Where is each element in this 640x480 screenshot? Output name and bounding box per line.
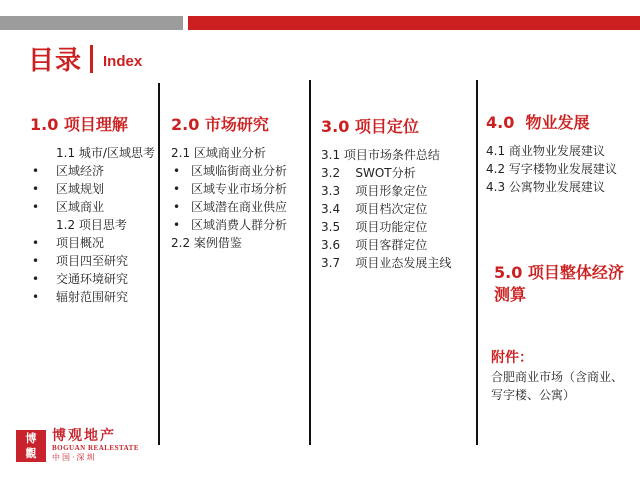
column-divider-2 [309, 80, 311, 445]
list-item: • 区域潜在商业供应 [173, 200, 288, 214]
list-item: 3.6 项目客群定位 [321, 238, 428, 252]
header-gray-bar [0, 16, 183, 30]
list-item: • 项目概况 [32, 236, 105, 250]
list-item: • 区域经济 [32, 164, 105, 178]
list-item: 1.2 项目思考 [56, 218, 127, 232]
annex-text: 合肥商业市场（含商业、写字楼、公寓） [491, 370, 624, 402]
list-item: • 区域规划 [32, 182, 105, 196]
section-project-understanding [30, 114, 155, 306]
column-divider-1 [158, 83, 160, 445]
logo-name-cn: 博观地产 [52, 428, 116, 444]
section-project-positioning [321, 116, 451, 272]
list-item: 3.4 项目档次定位 [321, 202, 428, 216]
list-item: 4.2 写字楼物业发展建议 [486, 162, 617, 176]
logo-text [52, 428, 139, 463]
list-item: • 区域临街商业分析 [173, 164, 288, 178]
section-heading: 2.0 市场研究 [171, 115, 269, 134]
list-item: • 辐射范围研究 [32, 290, 129, 304]
list-item: • 项目四至研究 [32, 254, 129, 268]
section-market-research [171, 114, 287, 252]
list-item: • 区域商业 [32, 200, 105, 214]
logo-name-en: BOGUAN REALESTATE [52, 444, 140, 452]
section-property-development [486, 112, 636, 196]
list-item: 3.3 项目形象定位 [321, 184, 428, 198]
logo-location: 中国·深圳 [52, 453, 97, 462]
list-item: 1.1 城市/区域思考 [56, 146, 155, 160]
list-item: 3.5 项目功能定位 [321, 220, 428, 234]
logo-seal: 博 觀 [16, 430, 46, 462]
section-heading: 4.0 物业发展 [486, 113, 590, 132]
list-item: • 交通环境研究 [32, 272, 129, 286]
annex-heading: 附件： [491, 350, 533, 366]
list-item: • 区域消费人群分析 [173, 218, 288, 232]
list-item: 2.2 案例借鉴 [171, 236, 242, 250]
company-logo [16, 428, 139, 463]
list-item: 4.3 公寓物业发展建议 [486, 180, 605, 194]
title-separator [90, 45, 93, 73]
section-heading: 3.0 项目定位 [321, 117, 419, 136]
title-text: 目录 [28, 46, 83, 76]
title-subtitle: Index [103, 53, 143, 70]
annex-block [491, 348, 631, 404]
list-item: • 区域专业市场分析 [173, 182, 288, 196]
section-economic-calculation: 5.0 项目整体经济测算 [494, 263, 624, 304]
list-item: 3.1 项目市场条件总结 [321, 148, 440, 162]
page-title [28, 40, 142, 77]
list-item: 4.1 商业物业发展建议 [486, 144, 605, 158]
section-heading: 1.0 项目理解 [30, 115, 128, 134]
list-item: 3.2 SWOT分析 [321, 166, 416, 180]
header-red-bar [188, 16, 640, 30]
list-item: 3.7 项目业态发展主线 [321, 256, 452, 270]
column-divider-3 [476, 80, 478, 445]
list-item: 2.1 区域商业分析 [171, 146, 266, 160]
